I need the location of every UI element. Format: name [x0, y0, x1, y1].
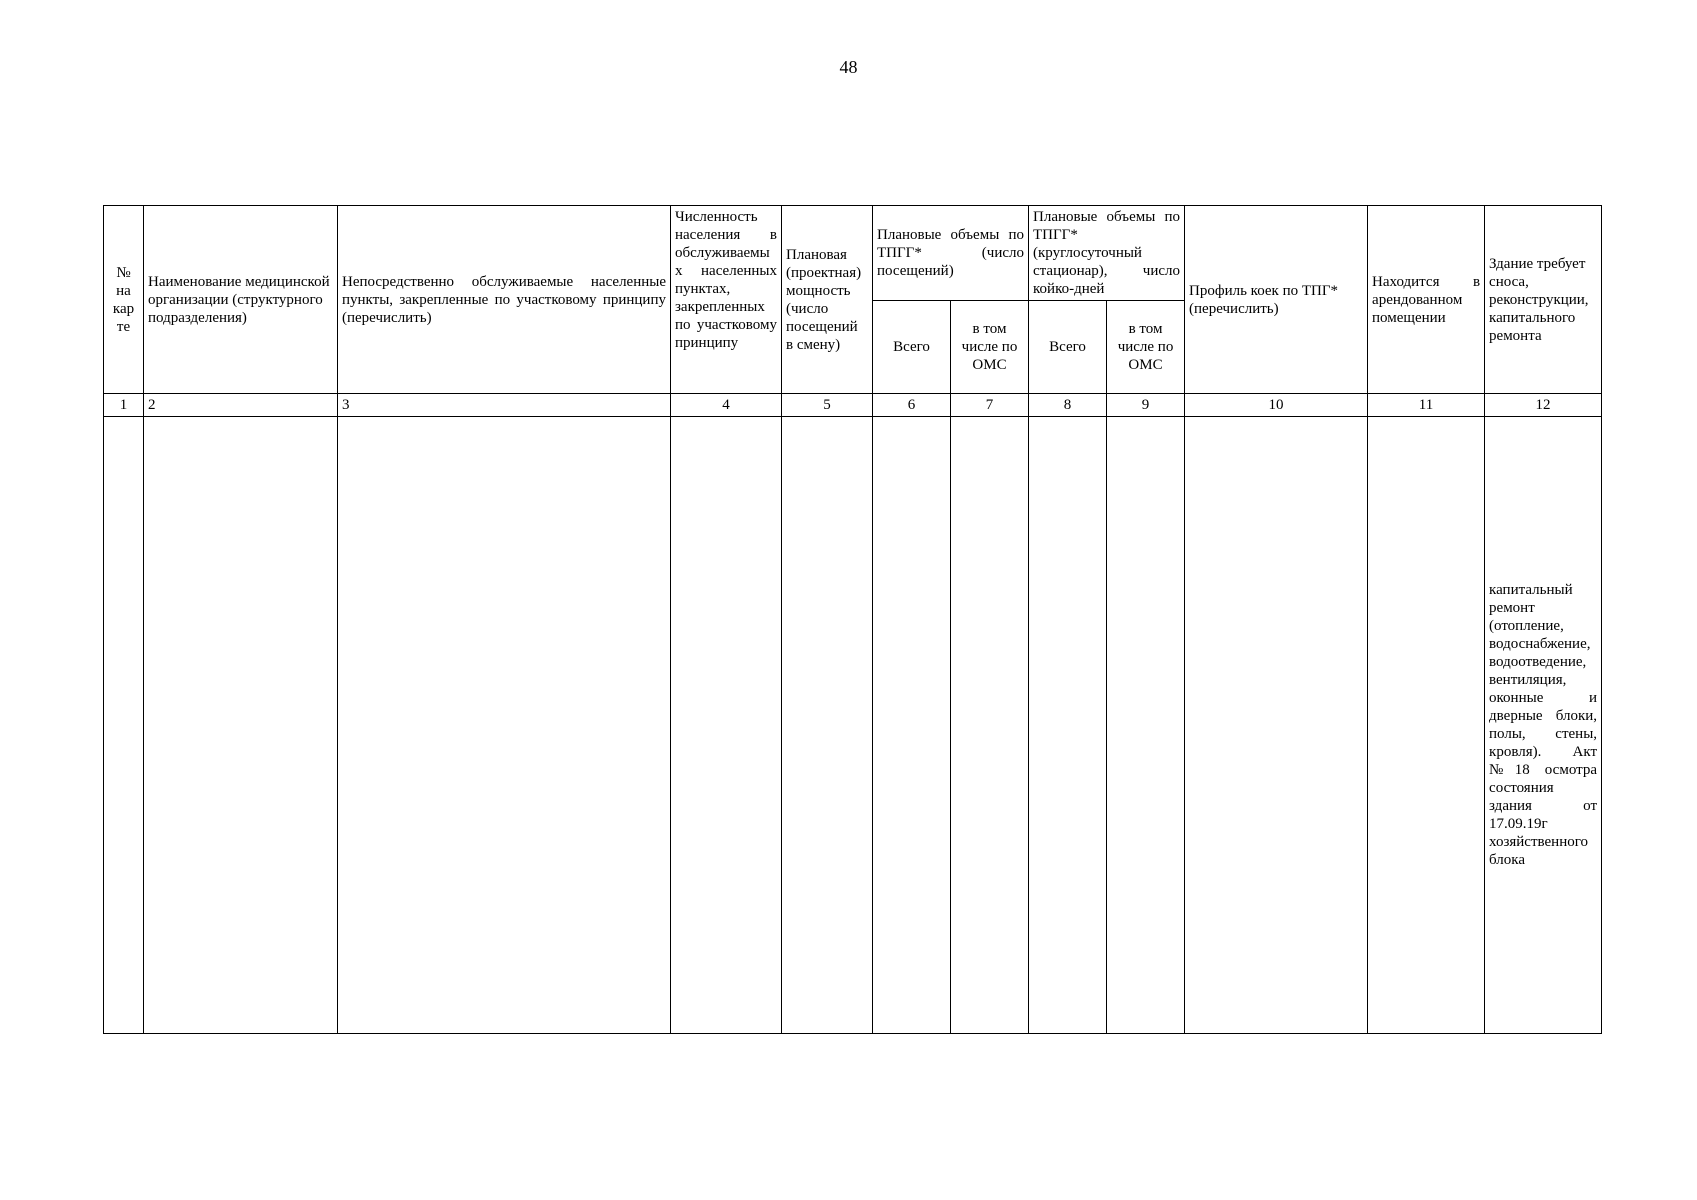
header-bed-days-total: Всего	[1029, 301, 1107, 394]
table-cell	[782, 417, 873, 1034]
header-organization-name: Наименование медицинской организации (структурного подразделения)	[144, 206, 338, 394]
header-building-condition: Здание требует сноса, реконструкции, капитального ремонта	[1485, 206, 1602, 394]
column-number: 10	[1185, 394, 1368, 417]
table-cell	[873, 417, 951, 1034]
column-number-row	[104, 394, 1602, 417]
column-number: 6	[873, 394, 951, 417]
table-cell	[1107, 417, 1185, 1034]
building-condition-cell: капитальный ремонт (отопление, водоснабжение, водоотведение, вентиляция, оконные и дверные блоки, полы, стены, кровля). Акт №18 осмотра состояния здания от 17.09.19г хозяйственного блока	[1485, 417, 1602, 1034]
header-row-1	[104, 206, 1602, 301]
header-rented-premises: Находится в арендованном помещении	[1368, 206, 1485, 394]
table-cell	[144, 417, 338, 1034]
table-row	[104, 417, 1602, 1034]
table-cell	[1029, 417, 1107, 1034]
facility-table	[103, 205, 1602, 1034]
column-number: 11	[1368, 394, 1485, 417]
column-number: 8	[1029, 394, 1107, 417]
column-number: 9	[1107, 394, 1185, 417]
table-cell	[338, 417, 671, 1034]
page-number: 48	[839, 57, 858, 77]
header-planned-visits-group: Плановые объемы по ТПГГ* (число посещений)	[873, 206, 1029, 301]
column-number: 1	[104, 394, 144, 417]
column-number: 12	[1485, 394, 1602, 417]
column-number: 7	[951, 394, 1029, 417]
header-bed-days-oms: в том числе по ОМС	[1107, 301, 1185, 394]
header-served-settlements: Непосредственно обслуживаемые населенные пункты, закрепленные по участковому принципу (перечислить)	[338, 206, 671, 394]
table-cell	[1368, 417, 1485, 1034]
table-cell	[104, 417, 144, 1034]
table-cell	[951, 417, 1029, 1034]
header-planned-bed-days-group: Плановые объемы по ТПГГ* (круглосуточный стационар), число койко-дней	[1029, 206, 1185, 301]
header-map-number: № на кар те	[104, 206, 144, 394]
table-cell	[1185, 417, 1368, 1034]
column-number: 3	[338, 394, 671, 417]
header-bed-profile: Профиль коек по ТПГ* (перечислить)	[1185, 206, 1368, 394]
column-number: 5	[782, 394, 873, 417]
header-visits-oms: в том числе по ОМС	[951, 301, 1029, 394]
header-planned-capacity: Плановая (проектная) мощность (число посещений в смену)	[782, 206, 873, 394]
header-population: Численность населения в обслуживаемых населенных пунктах, закрепленных по участковому принципу	[671, 206, 782, 394]
header-visits-total: Всего	[873, 301, 951, 394]
column-number: 2	[144, 394, 338, 417]
column-number: 4	[671, 394, 782, 417]
table-cell	[671, 417, 782, 1034]
